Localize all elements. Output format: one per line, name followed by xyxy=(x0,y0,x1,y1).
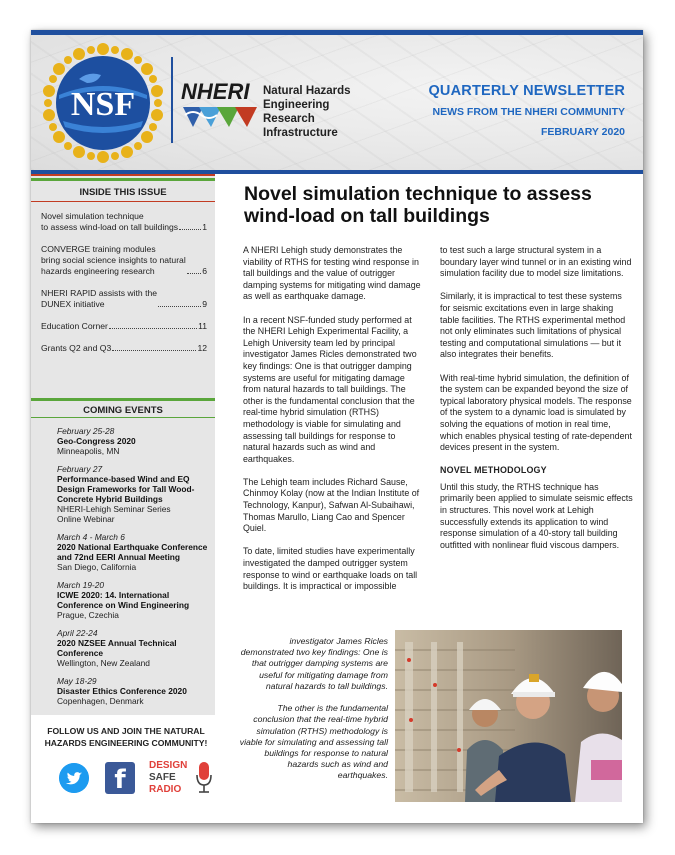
section-heading: NOVEL METHODOLOGY xyxy=(440,465,547,476)
follow-us-panel xyxy=(31,715,215,823)
event-item xyxy=(57,676,209,706)
event-date: March 19-20 xyxy=(57,580,105,590)
event-item xyxy=(57,464,209,524)
logo-divider xyxy=(171,57,173,143)
toc-item[interactable] xyxy=(41,211,207,233)
toc-title: Education Corner xyxy=(41,321,108,331)
toc-page: 9 xyxy=(202,299,207,309)
toc-title: Novel simulation technique to assess wind-load on tall buildings xyxy=(41,211,179,232)
toc-page: 6 xyxy=(202,266,207,276)
event-location: Wellington, New Zealand xyxy=(57,658,150,668)
nsf-logo xyxy=(39,39,167,167)
sidebar xyxy=(31,174,215,715)
nheri-logo xyxy=(181,75,259,133)
toc-item[interactable] xyxy=(41,288,207,310)
header-titles xyxy=(428,83,625,138)
event-name[interactable]: Geo-Congress 2020 xyxy=(57,436,136,446)
table-of-contents xyxy=(31,211,215,365)
event-item xyxy=(57,426,209,456)
newsletter-title: QUARTERLY NEWSLETTER xyxy=(428,83,625,99)
designsafe-radio-logo[interactable] xyxy=(149,761,219,799)
nsf-text: NSF xyxy=(70,86,136,123)
coming-events-header xyxy=(31,396,215,426)
event-item xyxy=(57,628,209,668)
event-item xyxy=(57,580,209,620)
article-paragraph: In a recent NSF-funded study performed at the NHERI Lehigh Experimental Facility, a Lehigh University team led by principal investigator James Ricles demonstrated two key findings: One is that outrigger damping systems are useful for mitigating damage from natural hazards to tall buildings. The other is the fundamental conclusion that the real-time hybrid simulation (RTHS) methodology is viable for simulating and assessing tall buildings for response to natural hazards such as wind and earthquakes. xyxy=(243,314,417,464)
article-paragraph: Until this study, the RTHS technique has primarily been applied to simulate seismic effects in structures. This novel work at Lehigh successfully extends its application to wind response simulation of a 40-story tall building outfitted with nonlinear fluid viscous dampers. xyxy=(440,481,633,550)
pull-quote-paragraph: investigator James Ricles demonstrated two key findings: One is that outrigger damping systems are useful for mitigating damage from natural hazards to tall buildings. xyxy=(240,636,388,691)
designsafe-line: SAFE xyxy=(149,772,176,783)
coming-events-title: COMING EVENTS xyxy=(83,405,163,416)
org-line: Engineering xyxy=(263,99,330,111)
event-name[interactable]: 2020 NZSEE Annual Technical Conference xyxy=(57,638,177,658)
toc-item[interactable] xyxy=(41,343,207,354)
toc-item[interactable] xyxy=(41,321,207,332)
events-list xyxy=(57,426,209,714)
event-name[interactable]: Disaster Ethics Conference 2020 xyxy=(57,686,187,696)
event-date: April 22-24 xyxy=(57,628,98,638)
org-line: Infrastructure xyxy=(263,127,338,139)
newsletter-page xyxy=(31,30,643,823)
nheri-text: NHERI xyxy=(181,79,250,104)
org-line: Research xyxy=(263,113,315,125)
article-paragraph: A NHERI Lehigh study demonstrates the viability of RTHS for testing wind response in tall buildings and the value of outrigger damping systems for mitigating wind damage as well as earthquake damage. xyxy=(243,245,421,302)
event-date: March 4 - March 6 xyxy=(57,532,125,542)
newsletter-date: FEBRUARY 2020 xyxy=(540,126,625,138)
nheri-org-name xyxy=(263,84,393,140)
designsafe-line: DESIGN xyxy=(149,760,188,771)
pull-quote-paragraph: The other is the fundamental conclusion that the real-time hybrid simulation (RTHS) methodology is viable for simulating and assessing tall buildings for response to natural hazards such as wind and earthquakes. xyxy=(239,703,388,781)
article-paragraph: With real-time hybrid simulation, the definition of the system can be expanded beyond the size of typical laboratory physical models. The response of the system to a dynamic load is simulated by solving the equations of motion in real time, which enables physical testing of rate-dependent devices present in the system. xyxy=(440,372,632,453)
event-location: Prague, Czechia xyxy=(57,610,119,620)
inside-issue-header xyxy=(31,174,215,198)
toc-title: Grants Q2 and Q3 xyxy=(41,343,112,353)
event-date: February 27 xyxy=(57,464,103,474)
designsafe-line: RADIO xyxy=(149,784,182,795)
event-location: Copenhagen, Denmark xyxy=(57,696,144,706)
event-location: San Diego, California xyxy=(57,562,137,572)
pull-quote xyxy=(238,636,388,793)
event-name[interactable]: ICWE 2020: 14. International Conference on Wind Engineering xyxy=(57,590,190,610)
event-date: February 25-28 xyxy=(57,426,115,436)
event-item xyxy=(57,532,209,572)
article-paragraph: Similarly, it is impractical to test these systems for seismic excitations even in large shaking table facilities. The RTHS experimental method not only eliminates such limitations of physical testing and computational simulations — but it also integrates their benefits. xyxy=(440,291,626,360)
facebook-icon[interactable]: f xyxy=(105,762,135,794)
newsletter-subtitle: NEWS FROM THE NHERI COMMUNITY xyxy=(432,106,625,118)
toc-item[interactable] xyxy=(41,244,207,277)
article-paragraph: To date, limited studies have experimentally investigated the damped outrigger system response to wind or earthquake loads on tall buildings. It is impractical or impossible xyxy=(243,546,418,592)
researchers-photo xyxy=(395,630,622,802)
twitter-icon[interactable] xyxy=(59,763,89,793)
event-date: May 18-29 xyxy=(57,676,97,686)
event-name[interactable]: Performance-based Wind and EQ Design Frameworks for Tall Wood-Concrete Hybrid Buildings xyxy=(57,474,195,504)
article-column-2 xyxy=(440,245,633,563)
org-line: Natural Hazards xyxy=(263,85,351,97)
event-location: NHERI-Lehigh Seminar Series Online Webinar xyxy=(57,504,171,524)
article-paragraph: The Lehigh team includes Richard Sause, Chinmoy Kolay (now at the Indian Institute of Technology, Kanpur), Safwan Al-Subaihawi, Thomas Marullo, Liang Cao and Spencer Quiel. xyxy=(243,476,420,534)
article-paragraph: to test such a large structural system in a boundary layer wind tunnel or in an existing wind simulation facility due to model size limitations. xyxy=(440,245,632,279)
toc-page: 11 xyxy=(198,321,207,331)
microphone-icon xyxy=(195,761,213,795)
toc-page: 1 xyxy=(202,222,207,232)
event-name[interactable]: 2020 National Earthquake Conference and 72nd EERI Annual Meeting xyxy=(57,542,208,562)
toc-title: CONVERGE training modules bring social science insights to natural hazards engineering research xyxy=(41,244,186,276)
header xyxy=(31,35,643,170)
follow-us-text: FOLLOW US AND JOIN THE NATURAL HAZARDS ENGINEERING COMMUNITY! xyxy=(44,726,208,748)
event-location: Minneapolis, MN xyxy=(57,446,120,456)
inside-issue-title: INSIDE THIS ISSUE xyxy=(79,187,167,198)
toc-page: 12 xyxy=(197,343,207,353)
article-title: Novel simulation technique to assess wind-load on tall buildings xyxy=(244,183,592,227)
article-column-1 xyxy=(243,245,421,604)
toc-title: NHERI RAPID assists with the DUNEX initiative xyxy=(41,288,158,309)
